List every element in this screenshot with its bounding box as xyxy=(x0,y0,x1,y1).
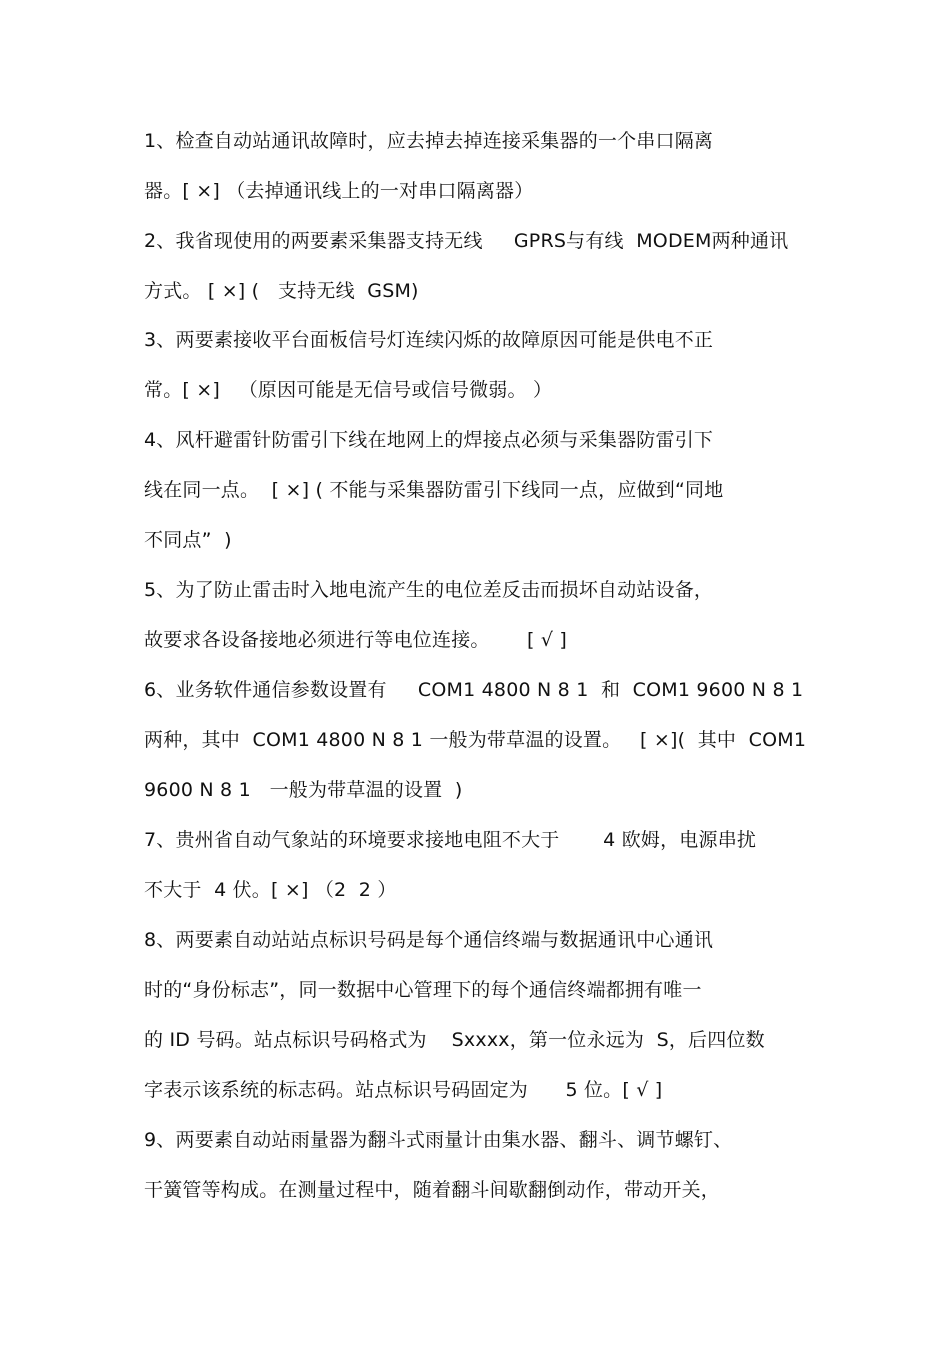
text-line: 6、业务软件通信参数设置有 COM1 4800 N 8 1 和 COM1 9600 N 8 1 xyxy=(144,679,804,701)
text-line: 字表示该系统的标志码。站点标识号码固定为 5 位。[ √ ] xyxy=(144,1079,663,1101)
text-line: 5、为了防止雷击时入地电流产生的电位差反击而损坏自动站设备， xyxy=(144,579,714,601)
text-line: 9600 N 8 1 一般为带草温的设置 ) xyxy=(144,779,463,801)
text-line: 常。[ ×] （原因可能是无信号或信号微弱。 ） xyxy=(144,379,553,401)
text-line: 方式。 [ ×] ( 支持无线 GSM) xyxy=(144,280,419,302)
text-line: 8、两要素自动站站点标识号码是每个通信终端与数据通讯中心通讯 xyxy=(144,929,714,951)
text-line: 3、两要素接收平台面板信号灯连续闪烁的故障原因可能是供电不正 xyxy=(144,329,714,351)
text-line: 的 ID 号码。站点标识号码格式为 Sxxxx，第一位永远为 S，后四位数 xyxy=(144,1029,765,1051)
text-line: 故要求各设备接地必须进行等电位连接。 [ √ ] xyxy=(144,629,568,651)
text-line: 两种，其中 COM1 4800 N 8 1 一般为带草温的设置。 [ ×]( 其中 COM1 xyxy=(144,729,807,751)
text-line: 1、检查自动站通讯故障时，应去掉去掉连接采集器的一个串口隔离 xyxy=(144,130,714,152)
text-line: 2、我省现使用的两要素采集器支持无线 GPRS与有线 MODEM两种通讯 xyxy=(144,230,789,252)
text-line: 4、风杆避雷针防雷引下线在地网上的焊接点必须与采集器防雷引下 xyxy=(144,429,714,451)
text-line: 不同点” ) xyxy=(144,529,232,551)
text-line: 时的“身份标志”，同一数据中心管理下的每个通信终端都拥有唯一 xyxy=(144,979,702,1001)
text-line: 线在同一点。 [ ×] ( 不能与采集器防雷引下线同一点，应做到“同地 xyxy=(144,479,724,501)
text-line: 干簧管等构成。在测量过程中，随着翻斗间歇翻倒动作，带动开关， xyxy=(144,1179,721,1201)
text-line: 7、贵州省自动气象站的环境要求接地电阻不大于 4 欧姆，电源串扰 xyxy=(144,829,757,851)
text-line: 不大于 4 伏。[ ×] （2 2 ） xyxy=(144,879,397,901)
text-line: 器。[ ×] （去掉通讯线上的一对串口隔离器） xyxy=(144,180,534,202)
text-line: 9、两要素自动站雨量器为翻斗式雨量计由集水器、翻斗、调节螺钉、 xyxy=(144,1129,733,1151)
